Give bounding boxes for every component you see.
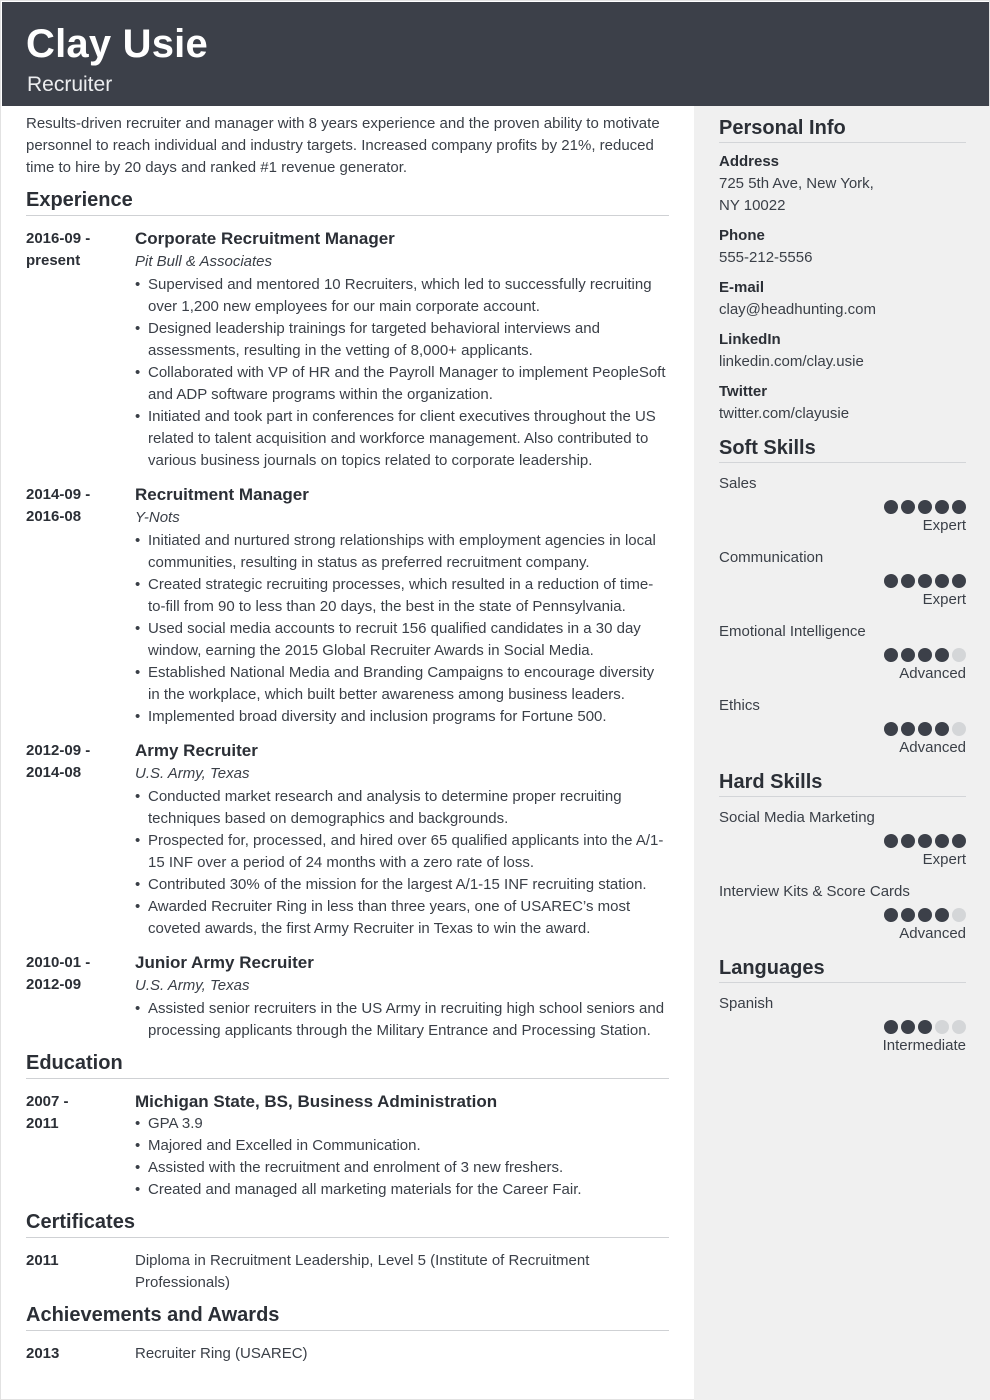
- entry-body: [135, 952, 669, 1042]
- experience-entry: [26, 740, 669, 940]
- bullet-item: • GPA 3.9: [135, 1113, 669, 1135]
- entry-bullets: [135, 1113, 669, 1201]
- rating-dot-filled: [884, 1020, 898, 1034]
- hard-skills-item: [719, 807, 966, 871]
- resume-header: [2, 2, 989, 106]
- rating-dot-filled: [952, 500, 966, 514]
- bullet-item: • Designed leadership trainings for targeted behavioral interviews and assessments, resulting in the vetting of 8,000+ applicants.: [135, 318, 669, 362]
- bullet-item: • Created strategic recruiting processes, which resulted in a reduction of time-to-fill from 90 to less than 20 days, the best in the state of Pennsylvania.: [135, 574, 669, 618]
- rating-dot-filled: [884, 500, 898, 514]
- entry-bullets: [135, 274, 669, 472]
- bullet-item: • Established National Media and Branding Campaigns to encourage diversity in the workplace, which built better awareness among business leaders.: [135, 662, 669, 706]
- info-label: E-mail: [719, 279, 765, 296]
- rating-dot-empty: [952, 1020, 966, 1034]
- rating-dot-filled: [935, 722, 949, 736]
- bullet-item: • Assisted senior recruiters in the US Army in recruiting high school seniors and processing applicants through the Military Entrance and Processing Station.: [135, 998, 669, 1042]
- bullet-item: • Prospected for, processed, and hired over 65 qualified applicants into the A/1-15 INF over a period of 24 months with a zero rate of loss.: [135, 830, 669, 874]
- rating-dot-filled: [918, 722, 932, 736]
- rating-dot-filled: [884, 574, 898, 588]
- info-value: 555-212-5556: [719, 249, 813, 266]
- certificate-entry: [26, 1250, 669, 1294]
- bullet-item: • Supervised and mentored 10 Recruiters, which led to successfully recruiting over 1,200 new employees for our main corporate account.: [135, 274, 669, 318]
- rating-dot-empty: [952, 722, 966, 736]
- rating-dot-empty: [935, 1020, 949, 1034]
- skill-name: Emotional Intelligence: [719, 623, 866, 640]
- skill-name: Social Media Marketing: [719, 809, 875, 826]
- rating-dot-filled: [952, 574, 966, 588]
- rating-dot-filled: [918, 1020, 932, 1034]
- rating-dot-filled: [935, 908, 949, 922]
- entry-company: U.S. Army, Texas: [135, 765, 250, 782]
- rating-dot-filled: [918, 834, 932, 848]
- award-heading: Achievements and Awards: [26, 1302, 669, 1331]
- skill-rating: [719, 1020, 966, 1034]
- entry-date: 2014-09 - 2016-08: [26, 486, 91, 525]
- bullet-item: • Used social media accounts to recruit 156 qualified candidates in a 30 day window, earning the 2015 Global Recruiter Awards in Social Media.: [135, 618, 669, 662]
- entry-title: Junior Army Recruiter: [135, 953, 314, 972]
- bullet-item: • Collaborated with VP of HR and the Payroll Manager to implement PeopleSoft and ADP software programs within the organization.: [135, 362, 669, 406]
- skill-level: Expert: [922, 591, 966, 608]
- bullet-item: • Assisted with the recruitment and enrolment of 3 new freshers.: [135, 1157, 669, 1179]
- sidebar: [694, 106, 990, 1400]
- skill-name: Interview Kits & Score Cards: [719, 883, 910, 900]
- experience-heading: Experience: [26, 187, 669, 216]
- entry-body: [135, 1091, 669, 1201]
- skill-level: Intermediate: [882, 1037, 966, 1054]
- info-label: Twitter: [719, 383, 768, 400]
- entry-title: Corporate Recruitment Manager: [135, 229, 395, 248]
- skill-name: Communication: [719, 549, 824, 566]
- personal-info-heading: Personal Info: [719, 115, 966, 143]
- rating-dot-filled: [901, 834, 915, 848]
- entry-title: Michigan State, BS, Business Administration: [135, 1092, 498, 1111]
- info-value: linkedin.com/clay.usie: [719, 353, 864, 370]
- rating-dot-filled: [935, 648, 949, 662]
- skill-name: Sales: [719, 475, 757, 492]
- rating-dot-filled: [884, 834, 898, 848]
- rating-dot-filled: [935, 500, 949, 514]
- rating-dot-filled: [901, 1020, 915, 1034]
- soft-skills-item: [719, 695, 966, 759]
- entry-date: 2013: [26, 1345, 60, 1362]
- experience-entry: [26, 228, 669, 472]
- entry-body: [135, 1250, 669, 1294]
- hard-skills-item: [719, 881, 966, 945]
- rating-dot-filled: [884, 722, 898, 736]
- skill-level: Advanced: [899, 665, 966, 682]
- entry-company: U.S. Army, Texas: [135, 977, 250, 994]
- rating-dot-filled: [901, 574, 915, 588]
- skill-rating: [719, 908, 966, 922]
- rating-dot-filled: [918, 500, 932, 514]
- entry-title: Army Recruiter: [135, 741, 258, 760]
- education-heading: Education: [26, 1050, 669, 1079]
- rating-dot-filled: [918, 648, 932, 662]
- entry-date: 2011: [26, 1252, 59, 1269]
- rating-dot-filled: [901, 648, 915, 662]
- rating-dot-filled: [901, 908, 915, 922]
- rating-dot-filled: [884, 648, 898, 662]
- skill-level: Expert: [922, 851, 966, 868]
- rating-dot-filled: [884, 908, 898, 922]
- entry-date: 2012-09 - 2014-08: [26, 742, 91, 781]
- summary: Results-driven recruiter and manager with 8 years experience and the proven ability to motivate personnel to reach individual and industry targets. Increased company profits by 21%, reduced time to hire by 20 days and ranked #1 revenue generator.: [26, 115, 660, 176]
- rating-dot-empty: [952, 648, 966, 662]
- bullet-item: • Created and managed all marketing materials for the Career Fair.: [135, 1179, 669, 1201]
- education-entry: [26, 1091, 669, 1201]
- experience-entry: [26, 484, 669, 728]
- soft-skills-item: [719, 547, 966, 611]
- info-value: 725 5th Ave, New York, NY 10022: [719, 175, 874, 214]
- entry-body: [135, 1343, 669, 1365]
- certificate-heading: Certificates: [26, 1209, 669, 1238]
- entry-company: Y-Nots: [135, 509, 180, 526]
- rating-dot-filled: [918, 574, 932, 588]
- entry-body: [135, 228, 669, 472]
- entry-date: 2007 - 2011: [26, 1093, 69, 1132]
- bullet-item: • Contributed 30% of the mission for the largest A/1-15 INF recruiting station.: [135, 874, 669, 896]
- bullet-item: • Implemented broad diversity and inclusion programs for Fortune 500.: [135, 706, 669, 728]
- skill-name: Spanish: [719, 995, 774, 1012]
- entry-title: Recruitment Manager: [135, 485, 309, 504]
- entry-date: 2016-09 - present: [26, 230, 91, 269]
- candidate-role: Recruiter: [27, 73, 113, 96]
- entry-text: Recruiter Ring (USAREC): [135, 1345, 308, 1362]
- info-value: clay@headhunting.com: [719, 301, 876, 318]
- entry-date: 2010-01 - 2012-09: [26, 954, 91, 993]
- rating-dot-filled: [901, 500, 915, 514]
- sidebar-content: [719, 115, 966, 1057]
- skill-rating: [719, 574, 966, 588]
- candidate-name: Clay Usie: [26, 22, 208, 66]
- rating-dot-filled: [901, 722, 915, 736]
- info-label: Phone: [719, 227, 765, 244]
- rating-dot-filled: [952, 834, 966, 848]
- soft-skills-item: [719, 621, 966, 685]
- languages-heading: Languages: [719, 955, 966, 983]
- soft-skills-heading: Soft Skills: [719, 435, 966, 463]
- info-value: twitter.com/clayusie: [719, 405, 850, 422]
- skill-name: Ethics: [719, 697, 760, 714]
- award-entry: [26, 1343, 669, 1365]
- hard-skills-heading: Hard Skills: [719, 769, 966, 797]
- main-column: [26, 106, 669, 1365]
- bullet-item: • Majored and Excelled in Communication.: [135, 1135, 669, 1157]
- bullet-item: • Conducted market research and analysis to determine proper recruiting techniques based on demographics and backgrounds.: [135, 786, 669, 830]
- info-label: LinkedIn: [719, 331, 781, 348]
- bullet-item: • Initiated and nurtured strong relationships with employment agencies in local communities, resulting in status as preferred recruitment company.: [135, 530, 669, 574]
- rating-dot-filled: [935, 834, 949, 848]
- bullet-item: • Awarded Recruiter Ring in less than three years, one of USAREC’s most coveted awards, the first Army Recruiter in Texas to win the award.: [135, 896, 669, 940]
- skill-rating: [719, 834, 966, 848]
- entry-body: [135, 484, 669, 728]
- skill-level: Advanced: [899, 925, 966, 942]
- skill-level: Expert: [922, 517, 966, 534]
- skill-rating: [719, 722, 966, 736]
- entry-bullets: [135, 786, 669, 940]
- skill-rating: [719, 648, 966, 662]
- entry-body: [135, 740, 669, 940]
- rating-dot-filled: [935, 574, 949, 588]
- soft-skills-item: [719, 473, 966, 537]
- rating-dot-empty: [952, 908, 966, 922]
- entry-company: Pit Bull & Associates: [135, 253, 272, 270]
- skill-level: Advanced: [899, 739, 966, 756]
- info-label: Address: [719, 153, 780, 170]
- skill-rating: [719, 500, 966, 514]
- entry-bullets: [135, 998, 669, 1042]
- languages-item: [719, 993, 966, 1057]
- entry-text: Diploma in Recruitment Leadership, Level 5 (Institute of Recruitment Professionals): [135, 1252, 590, 1291]
- entry-bullets: [135, 530, 669, 728]
- rating-dot-filled: [918, 908, 932, 922]
- experience-entry: [26, 952, 669, 1042]
- bullet-item: • Initiated and took part in conferences for client executives throughout the US related to talent acquisition and workforce management. Also contributed to various business journals on topics related to corporate leadership.: [135, 406, 669, 472]
